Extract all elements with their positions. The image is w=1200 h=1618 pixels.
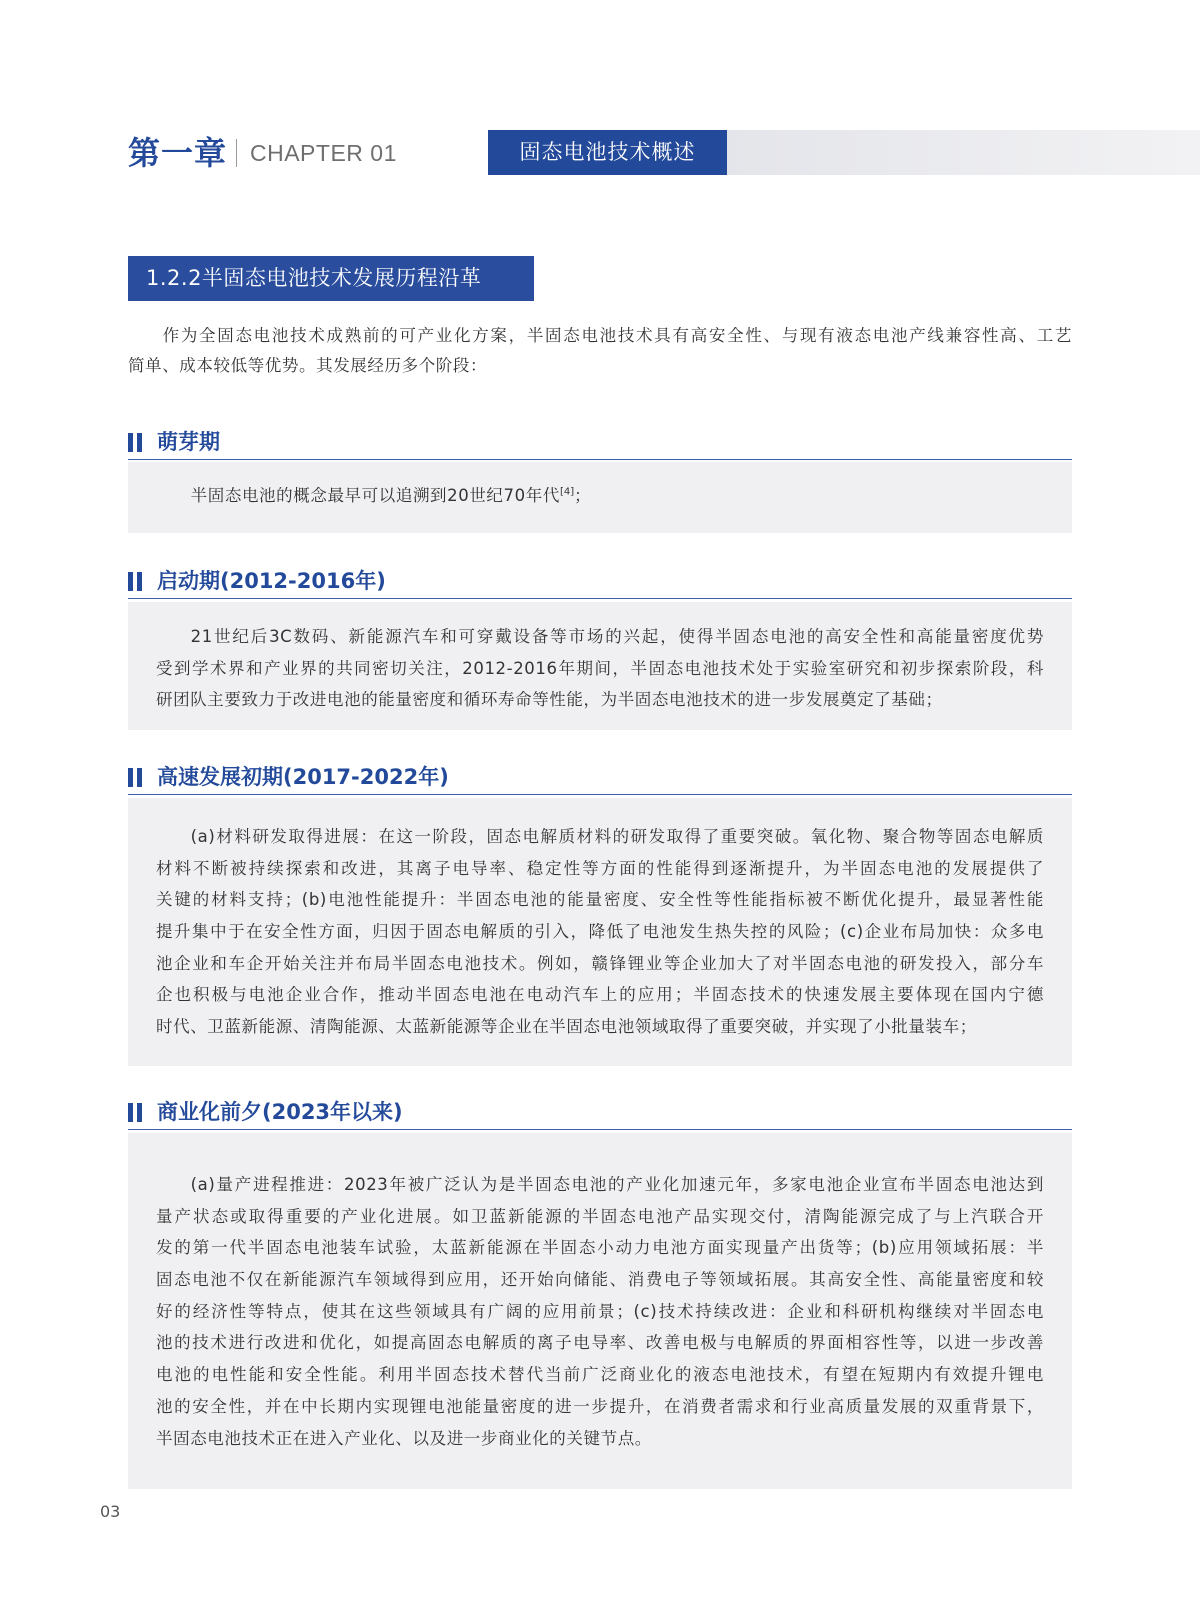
intro-paragraph bbox=[128, 321, 1072, 381]
paragraph-line: 时代、卫蓝新能源、清陶能源、太蓝新能源等企业在半固态电池领域取得了重要突破，并实现了小批量装车； bbox=[156, 1017, 977, 1037]
paragraph-tail: ； bbox=[574, 486, 592, 505]
heading-bar-icon bbox=[128, 768, 142, 787]
paragraph-line: 关键的材料支持；(b)电池性能提升：半固态电池的能量密度、安全性等性能指标被不断优化提升，最显著性能 bbox=[156, 890, 1044, 910]
paragraph-line: 电池的电性能和安全性能。利用半固态技术替代当前广泛商业化的液态电池技术，有望在短期内有效提升锂电 bbox=[156, 1365, 1044, 1385]
stage-box-rapid-growth bbox=[128, 798, 1072, 1066]
section-title: 1.2.2半固态电池技术发展历程沿革 bbox=[128, 256, 534, 301]
paragraph-line: 材料不断被持续探索和改进，其离子电导率、稳定性等方面的性能得到逐渐提升，为半固态电池的发展提供了 bbox=[156, 858, 1044, 878]
paragraph-line: 简单、成本较低等优势。其发展经历多个阶段： bbox=[128, 356, 488, 375]
chapter-divider bbox=[236, 139, 237, 167]
heading-bar-icon bbox=[128, 433, 142, 452]
heading-bar-icon bbox=[128, 1103, 142, 1122]
paragraph-line: 21世纪后3C数码、新能源汽车和可穿戴设备等市场的兴起，使得半固态电池的高安全性和高能量密度优势 bbox=[190, 627, 1044, 646]
chapter-number: 第一章 bbox=[128, 134, 228, 172]
stage-box-sprout bbox=[128, 462, 1072, 533]
paragraph-text: 半固态电池的概念最早可以追溯到20世纪70年代 bbox=[190, 486, 560, 505]
paragraph-line: 企也积极与电池企业合作，推动半固态电池在电动汽车上的应用；半固态技术的快速发展主要体现在国内宁德 bbox=[156, 985, 1044, 1005]
paragraph-line: 发的第一代半固态电池装车试验，太蓝新能源在半固态小动力电池方面实现量产出货等；(b)应用领域拓展：半 bbox=[156, 1238, 1044, 1258]
paragraph-line: 固态电池不仅在新能源汽车领域得到应用，还开始向储能、消费电子等领域拓展。其高安全性、高能量密度和较 bbox=[156, 1270, 1044, 1290]
paragraph-line: 提升集中于在安全性方面，归因于固态电解质的引入，降低了电池发生热失控的风险；(c)企业布局加快：众多电 bbox=[156, 922, 1044, 942]
stage-heading-pre-commercial bbox=[128, 1095, 1072, 1130]
paragraph-line: 受到学术界和产业界的共同密切关注，2012-2016年期间，半固态电池技术处于实验室研究和初步探索阶段，科 bbox=[156, 658, 1044, 678]
paragraph-line: (a)量产进程推进：2023年被广泛认为是半固态电池的产业化加速元年，多家电池企业宣布半固态电池达到 bbox=[190, 1175, 1044, 1194]
paragraph-line: 半固态电池技术正在进入产业化、以及进一步商业化的关键节点。 bbox=[156, 1428, 652, 1448]
stage-box-pre-commercial bbox=[128, 1133, 1072, 1489]
stage-heading-sprout bbox=[128, 425, 1072, 460]
paragraph-line: 池的技术进行改进和优化，如提高固态电解质的离子电导率、改善电极与电解质的界面相容性等，以进一步改善 bbox=[156, 1333, 1044, 1353]
stage-heading-rapid-growth bbox=[128, 760, 1072, 795]
paragraph-line bbox=[156, 480, 1044, 512]
chapter-label-en: CHAPTER 01 bbox=[250, 140, 397, 166]
paragraph-line: 池的安全性，并在中长期内实现锂电池能量密度的进一步提升，在消费者需求和行业高质量发展的双重背景下， bbox=[156, 1396, 1044, 1416]
paragraph-line: 研团队主要致力于改进电池的能量密度和循环寿命等性能，为半固态电池技术的进一步发展奠定了基础； bbox=[156, 690, 943, 710]
stage-heading-text: 启动期(2012-2016年) bbox=[157, 569, 386, 593]
stage-heading-startup bbox=[128, 564, 1072, 599]
stage-heading-text: 萌芽期 bbox=[157, 430, 220, 454]
heading-bar-icon bbox=[128, 572, 142, 591]
stage-box-startup bbox=[128, 602, 1072, 730]
stage-heading-text: 商业化前夕(2023年以来) bbox=[157, 1100, 403, 1124]
paragraph-line: 作为全固态电池技术成熟前的可产业化方案，半固态电池技术具有高安全性、与现有液态电池产线兼容性高、工艺 bbox=[162, 326, 1072, 345]
chapter-title: 固态电池技术概述 bbox=[488, 130, 727, 175]
page-number: 03 bbox=[100, 1502, 121, 1521]
citation-ref: [4] bbox=[559, 486, 575, 498]
paragraph-line: 量产状态或取得重要的产业化进展。如卫蓝新能源的半固态电池产品实现交付，清陶能源完成了与上汽联合开 bbox=[156, 1206, 1044, 1226]
paragraph-line: 池企业和车企开始关注并布局半固态电池技术。例如，赣锋锂业等企业加大了对半固态电池的研发投入，部分车 bbox=[156, 953, 1044, 973]
stage-heading-text: 高速发展初期(2017-2022年) bbox=[157, 765, 449, 789]
chapter-header-bar bbox=[727, 130, 1200, 175]
paragraph-line: 好的经济性等特点，使其在这些领域具有广阔的应用前景；(c)技术持续改进：企业和科研机构继续对半固态电 bbox=[156, 1301, 1044, 1321]
paragraph-line: (a)材料研发取得进展：在这一阶段，固态电解质材料的研发取得了重要突破。氧化物、聚合物等固态电解质 bbox=[190, 827, 1044, 846]
